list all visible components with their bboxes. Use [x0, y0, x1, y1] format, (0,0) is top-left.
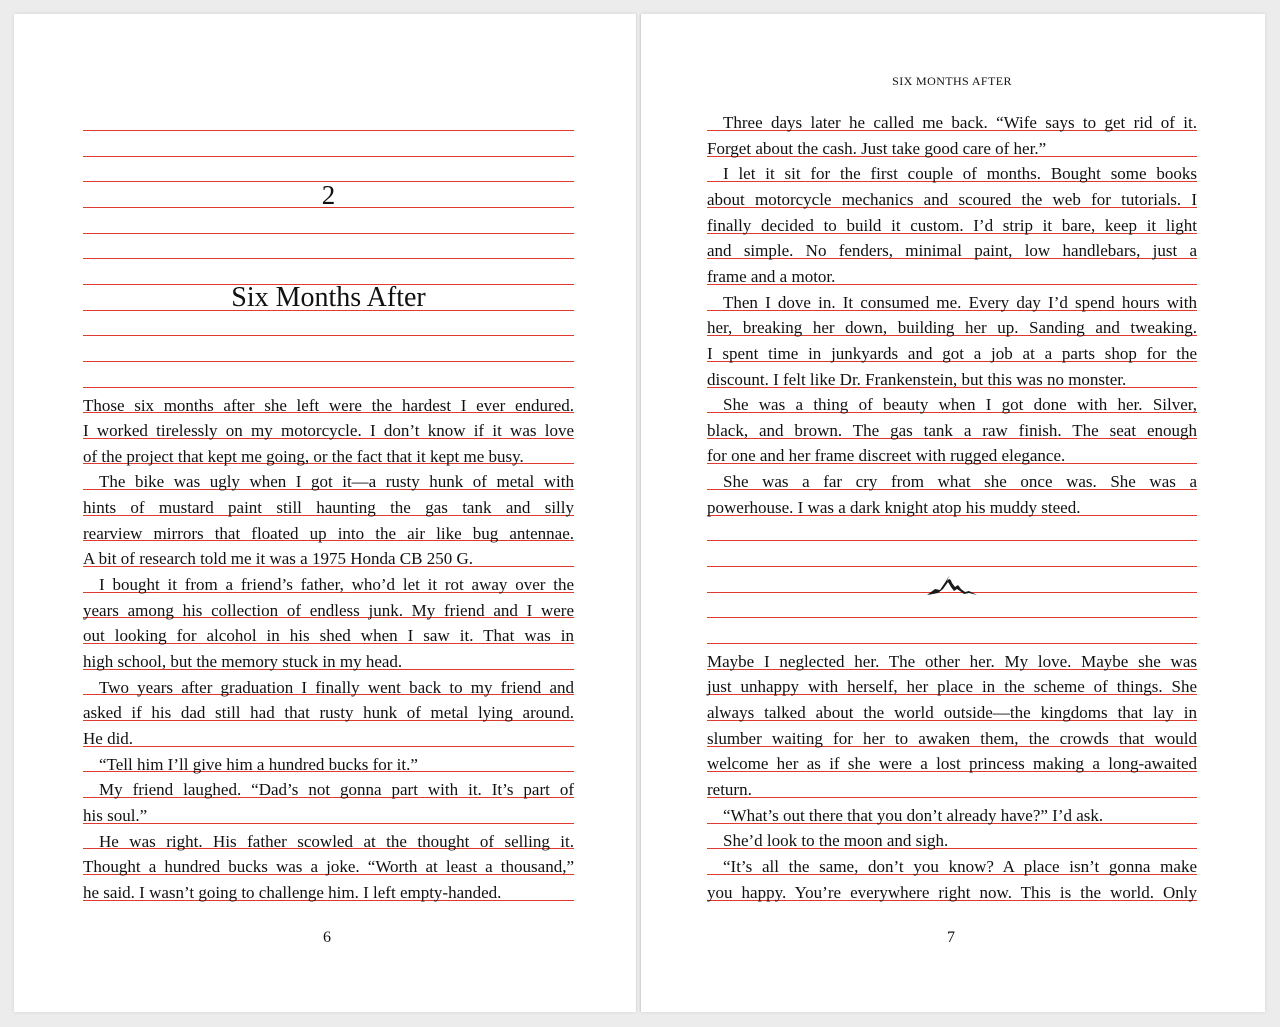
text-line: her, breaking her down, building her up. Sanding and tweaking. — [707, 318, 1197, 338]
text-line: She was a far cry from what she once was. She was a — [723, 472, 1197, 492]
text-line: The bike was ugly when I got it—a rusty hunk of metal with — [99, 472, 574, 492]
baseline-rule — [83, 156, 574, 157]
text-line: “What’s out there that you don’t already have?” I’d ask. — [723, 805, 1104, 825]
text-line: he said. I wasn’t going to challenge him. I left empty-handed. — [83, 882, 502, 902]
text-line: welcome her as if she were a lost princess making a long-awaited — [707, 754, 1197, 774]
baseline-rule — [83, 361, 574, 362]
text-line: Forget about the cash. Just take good care of her.” — [707, 138, 1047, 158]
text-line: always talked about the world outside—the kingdoms that lay in — [707, 702, 1197, 722]
text-line: black, and brown. The gas tank a raw finish. The seat enough — [707, 420, 1197, 440]
page-number-left: 6 — [323, 929, 331, 946]
text-line: powerhouse. I was a dark knight atop his muddy steed. — [707, 497, 1081, 517]
text-line: out looking for alcohol in his shed when I saw it. That was in — [83, 626, 574, 646]
text-line: He did. — [83, 729, 134, 748]
text-line: discount. I felt like Dr. Frankenstein, but this was no monster. — [707, 369, 1127, 389]
text-line: about motorcycle mechanics and scoured the web for tutorials. I — [707, 189, 1197, 209]
text-line: for one and her frame discreet with rugged elegance. — [707, 446, 1066, 466]
text-line: his soul.” — [83, 805, 148, 825]
text-line: My friend laughed. “Dad’s not gonna part with it. It’s part of — [99, 780, 574, 800]
baseline-rule — [707, 617, 1197, 618]
text-line: I let it sit for the first couple of months. Bought some books — [723, 164, 1197, 184]
text-line: slumber waiting for her to awaken them, the crowds that would — [707, 728, 1197, 748]
text-line: “It’s all the same, don’t you know? A place isn’t gonna make — [723, 856, 1197, 876]
text-line: I worked tirelessly on my motorcycle. I don’t know if it was love — [83, 421, 574, 441]
text-line: of the project that kept me going, or the fact that it kept me busy. — [83, 446, 524, 466]
text-line: and simple. No fenders, minimal paint, low handlebars, just a — [707, 241, 1197, 261]
text-line: She was a thing of beauty when I got done with her. Silver, — [723, 395, 1197, 415]
text-line: He was right. His father scowled at the thought of selling it. — [99, 831, 574, 851]
page-number-right: 7 — [947, 929, 955, 946]
text-line: Two years after graduation I finally went back to my friend and — [99, 677, 574, 697]
text-line: asked if his dad still had that rusty hunk of metal lying around. — [83, 703, 574, 723]
chapter-title: Six Months After — [231, 282, 426, 313]
chapter-number: 2 — [321, 180, 336, 210]
text-line: finally decided to build it custom. I’d strip it bare, keep it light — [707, 215, 1197, 235]
text-line: Then I dove in. It consumed me. Every day I’d spend hours with — [723, 292, 1197, 312]
text-line: “Tell him I’ll give him a hundred bucks for it.” — [99, 754, 418, 774]
baseline-rule — [707, 566, 1197, 567]
text-line: hints of mustard paint still haunting the gas tank and silly — [83, 498, 574, 518]
baseline-rule — [83, 387, 574, 388]
baseline-rule — [707, 540, 1197, 541]
baseline-rule — [83, 233, 574, 234]
baseline-rule — [83, 130, 574, 131]
baseline-rule — [707, 643, 1197, 644]
text-line: just unhappy with herself, her place in the scheme of things. She — [707, 677, 1197, 697]
baseline-rule — [83, 335, 574, 336]
text-line: frame and a motor. — [707, 266, 836, 286]
text-line: Those six months after she left were the hardest I ever endured. — [83, 395, 574, 415]
running-head: SIX MONTHS AFTER — [892, 74, 1012, 88]
text-line: Thought a hundred bucks was a joke. “Worth at least a thousand,” — [83, 857, 574, 877]
mountain-icon — [925, 570, 979, 598]
text-line: Maybe I neglected her. The other her. My love. Maybe she was — [707, 651, 1197, 671]
text-line: rearview mirrors that floated up into the air like bug antennae. — [83, 523, 574, 543]
text-line: I spent time in junkyards and got a job at a parts shop for the — [707, 343, 1197, 363]
text-line: high school, but the memory stuck in my head. — [83, 652, 403, 671]
text-line: I bought it from a friend’s father, who’d let it rot away over the — [99, 575, 574, 594]
text-line: A bit of research told me it was a 1975 Honda CB 250 G. — [83, 549, 473, 569]
text-line: you happy. You’re everywhere right now. This is the world. Only — [707, 882, 1197, 902]
text-line: Three days later he called me back. “Wife says to get rid of it. — [723, 113, 1197, 132]
text-line: years among his collection of endless junk. My friend and I were — [83, 600, 574, 620]
baseline-rule — [83, 258, 574, 259]
text-line: She’d look to the moon and sigh. — [723, 831, 949, 851]
text-line: return. — [707, 779, 752, 799]
